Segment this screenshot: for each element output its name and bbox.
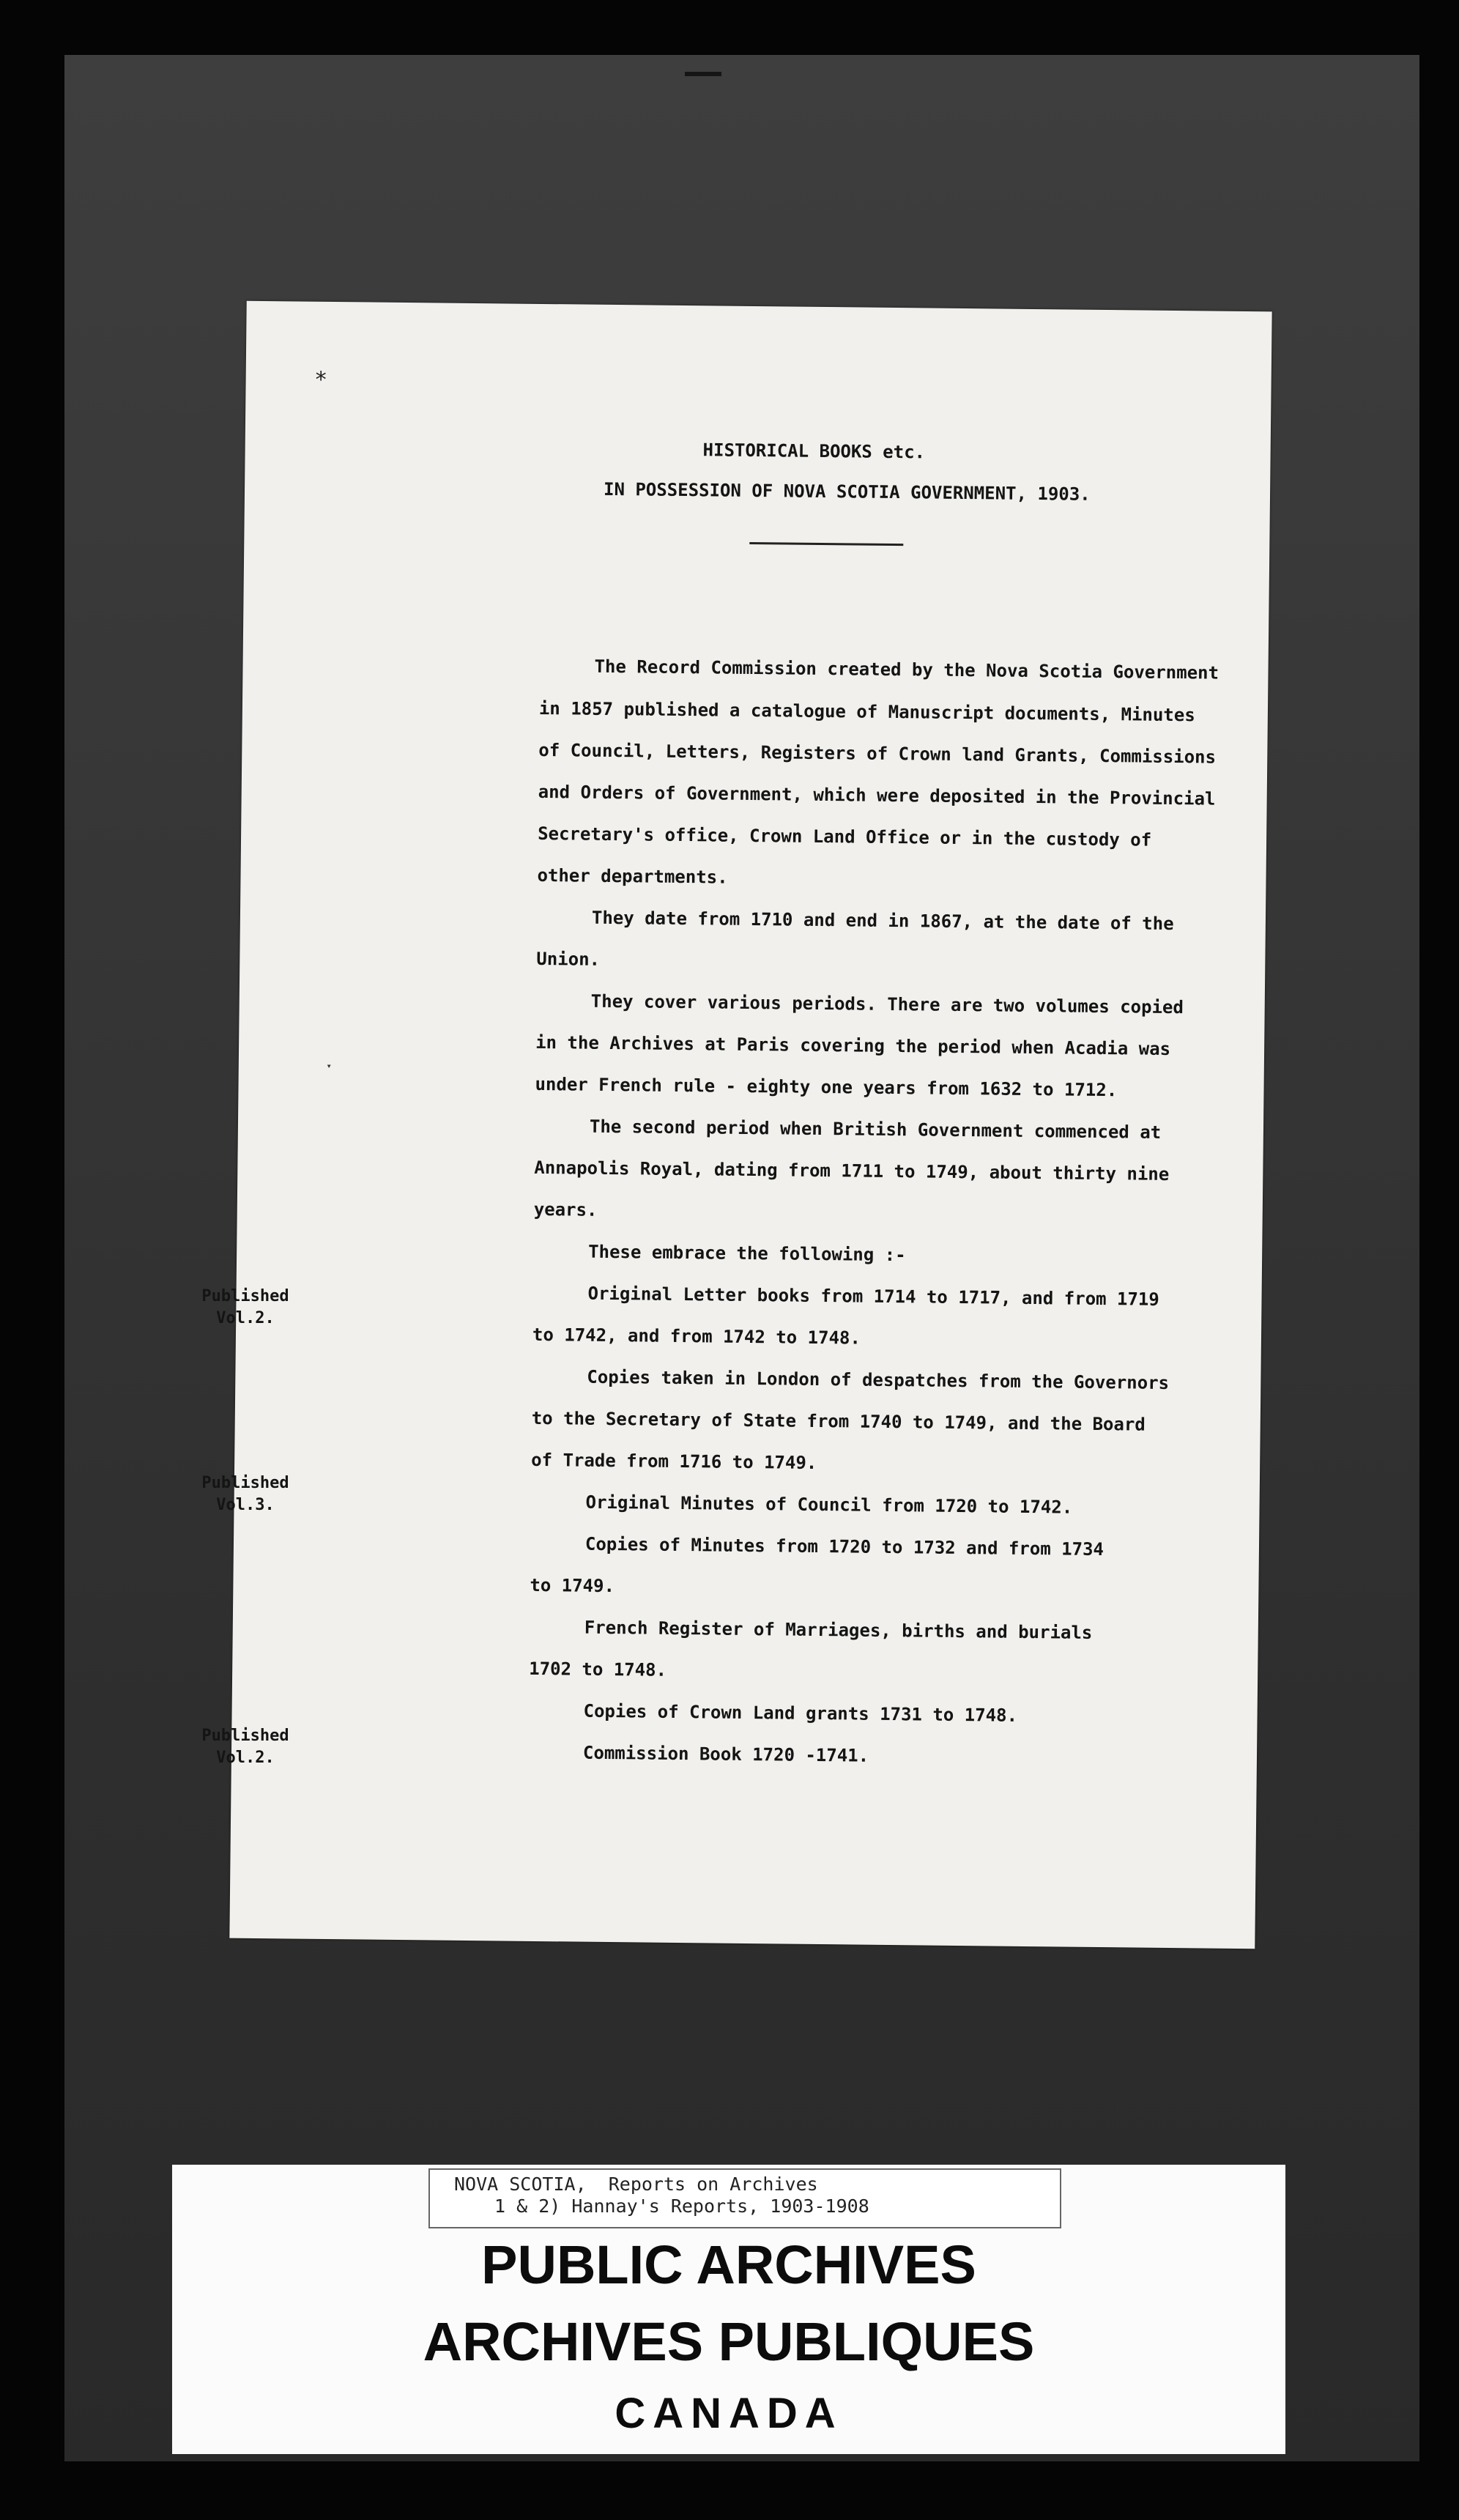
heading-rule (749, 542, 903, 546)
body-line: and Orders of Government, which were deposited in the Provincial (538, 781, 1216, 809)
body-line: 1702 to 1748. (529, 1658, 667, 1680)
body-line: Copies of Crown Land grants 1731 to 1748. (583, 1700, 1018, 1726)
body-line: of Council, Letters, Registers of Crown land Grants, Commissions (538, 739, 1217, 768)
heading-line-1: HISTORICAL BOOKS etc. (702, 440, 926, 463)
body-line: They date from 1710 and end in 1867, at the date of the (591, 907, 1174, 935)
body-line: French Register of Marriages, births and burials (584, 1617, 1093, 1643)
reference-line-2: 1 & 2) Hannay's Reports, 1903-1908 (494, 2195, 869, 2217)
body-line: in 1857 published a catalogue of Manuscript documents, Minutes (538, 697, 1195, 726)
body-line: Union. (536, 948, 601, 970)
body-line: Original Letter books from 1714 to 1717, and from 1719 (587, 1283, 1159, 1310)
body-line: years. (533, 1198, 598, 1220)
body-line: in the Archives at Paris covering the period when Acadia was (535, 1031, 1171, 1059)
document-page (229, 301, 1271, 1949)
body-line: Commission Book 1720 -1741. (582, 1742, 869, 1766)
body-line: under French rule - eighty one years from 1632 to 1712. (535, 1073, 1118, 1101)
archive-title-french: ARCHIVES PUBLIQUES (423, 2311, 1035, 2372)
body-line: to 1742, and from 1742 to 1748. (532, 1324, 861, 1349)
body-line: Original Minutes of Council from 1720 to 1742. (585, 1491, 1073, 1518)
body-line: They cover various periods. There are two volumes copied (590, 990, 1184, 1018)
body-line: of Trade from 1716 to 1749. (531, 1449, 817, 1473)
paper-speck: ⁎ (315, 360, 327, 386)
body-line: Copies of Minutes from 1720 to 1732 and from 1734 (584, 1533, 1105, 1560)
body-line: to the Secretary of State from 1740 to 1749, and the Board (531, 1407, 1146, 1435)
body-line: to 1749. (530, 1574, 615, 1597)
frame-tick-mark (685, 72, 721, 76)
margin-note-published: Published Vol.2. (201, 1287, 289, 1327)
body-line: other departments. (537, 864, 728, 888)
margin-note-published: Published Vol.3. (201, 1474, 289, 1514)
reference-line-1: NOVA SCOTIA, Reports on Archives (454, 2174, 818, 2195)
margin-note-published: Published Vol.2. (201, 1727, 289, 1767)
archive-title-english: PUBLIC ARCHIVES (481, 2234, 976, 2295)
body-line: The second period when British Government commenced at (589, 1116, 1162, 1143)
body-line: Secretary's office, Crown Land Office or in the custody of (538, 823, 1152, 850)
body-line: These embrace the following :- (588, 1241, 906, 1266)
paper-speck: ˑ (322, 1056, 335, 1081)
body-line: Copies taken in London of despatches from the Governors (587, 1366, 1170, 1393)
body-line: Annapolis Royal, dating from 1711 to 1749, about thirty nine (534, 1157, 1170, 1185)
archive-country: CANADA (615, 2390, 843, 2437)
heading-line-2: IN POSSESSION OF NOVA SCOTIA GOVERNMENT, 1903. (603, 478, 1091, 505)
body-line: The Record Commission created by the Nova Scotia Government (594, 656, 1219, 683)
